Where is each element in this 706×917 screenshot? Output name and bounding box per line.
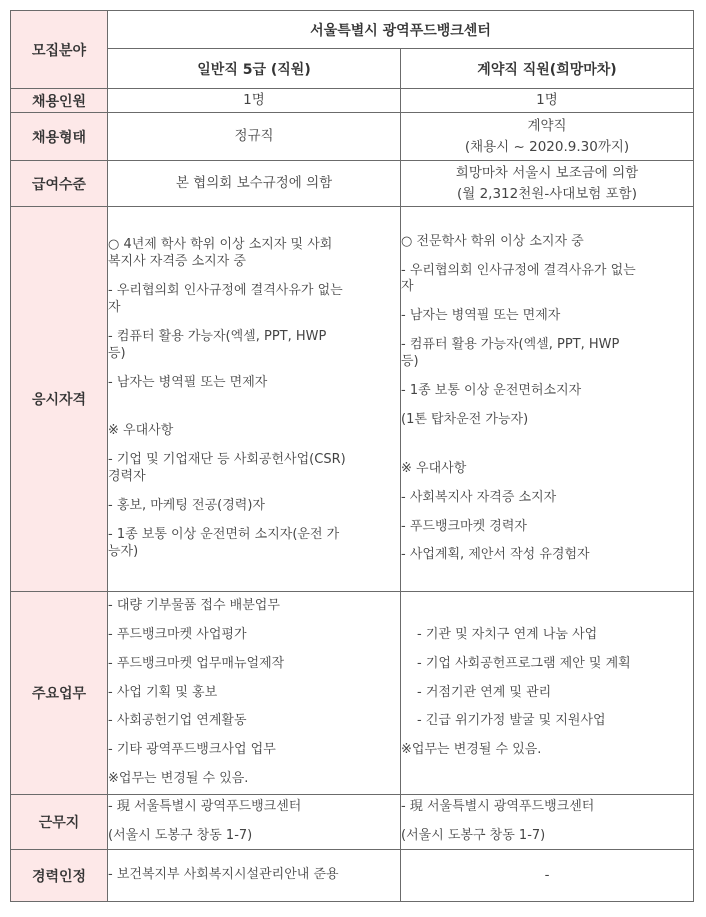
workplace-contract-line2: (서울시 도봉구 창동 1-7) [401,828,546,843]
preference-heading-contract: ※ 우대사항 [401,460,467,476]
spacer [401,441,693,461]
employment-type-label: 채용형태 [11,113,108,161]
qualification-general-item: ○ 4년제 학사 학위 이상 소지자 및 사회 복지사 자격증 소지자 중 [108,237,333,270]
workplace-general-line1: - 現 서울특별시 광역푸드뱅크센터 [108,799,302,815]
headcount-label: 채용인원 [11,89,108,113]
salary-general: 본 협의회 보수규정에 의함 [108,161,401,207]
workplace-general-line2: (서울시 도봉구 창동 1-7) [108,828,253,843]
salary-row [11,161,694,207]
qualification-contract-item: - 남자는 병역필 또는 면제자 [401,308,561,324]
org-name: 서울특별시 광역푸드뱅크센터 [108,11,694,49]
preference-general-item: - 홍보, 마케팅 전공(경력)자 [108,498,265,514]
duty-contract-item: - 거점기관 연계 및 관리 [417,684,552,700]
workplace-row [11,795,694,850]
preference-contract-item: - 푸드뱅크마켓 경력자 [401,518,527,534]
position-contract: 계약직 직원(희망마차) [401,49,694,89]
employment-type-general: 정규직 [108,113,401,161]
duties-label: 주요업무 [11,592,108,795]
qualification-contract-item: (1톤 탑차운전 가능자) [401,411,529,427]
workplace-contract [401,795,694,850]
qualification-row [11,207,694,592]
spacer [108,403,400,423]
duty-general-item: - 기타 광역푸드뱅크사업 업무 [108,742,276,758]
salary-label: 급여수준 [11,161,108,207]
qualification-contract-item: - 1종 보통 이상 운전면허소지자 [401,383,582,398]
qualification-contract-item: ○ 전문학사 학위 이상 소지자 중 [401,233,584,249]
employment-type-contract-line1: 계약직 [527,117,567,134]
career-contract: - [401,850,694,902]
qualification-contract-item: - 우리협의회 인사규정에 결격사유가 없는 자 [401,262,636,295]
position-header-row [11,49,694,89]
duty-contract-item: - 긴급 위기가정 발굴 및 지원사업 [417,713,606,729]
duty-general-item: - 사회공헌기업 연계활동 [108,713,247,729]
duties-contract [401,592,694,795]
employment-type-row [11,113,694,161]
qualification-label: 응시자격 [11,207,108,592]
preference-general-item: - 1종 보통 이상 운전면허 소지자(운전 가 능자) [108,527,340,559]
duty-general-item: - 사업 기획 및 홍보 [108,684,218,700]
duties-row [11,592,694,795]
qualification-general-item: - 우리협의회 인사규정에 결격사유가 없는 자 [108,282,343,315]
recruitment-table [10,10,694,902]
duty-contract-item: - 기관 및 자치구 연계 나눔 사업 [417,626,598,642]
duty-contract-note: ※업무는 변경될 수 있음. [401,742,542,758]
preference-general-item: - 기업 및 기업재단 등 사회공헌사업(CSR) 경력자 [108,452,346,485]
preference-heading-general: ※ 우대사항 [108,423,174,439]
preference-contract-item: - 사회복지사 자격증 소지자 [401,489,557,505]
salary-contract-line1: 희망마차 서울시 보조금에 의함 [455,164,639,181]
duty-contract-item: - 기업 사회공헌프로그램 제안 및 계획 [417,655,631,671]
salary-contract [401,161,694,207]
career-row [11,850,694,902]
workplace-general [108,795,401,850]
employment-type-contract-line2: (채용시 ~ 2020.9.30까지) [464,138,630,155]
duty-general-note: ※업무는 변경될 수 있음. [108,771,249,787]
salary-contract-line2: (월 2,312천원-사대보험 포함) [456,185,637,202]
headcount-row [11,89,694,113]
qualification-contract [401,207,694,592]
headcount-general: 1명 [108,89,401,113]
qualification-contract-item: - 컴퓨터 활용 가능자(엑셀, PPT, HWP 등) [401,337,620,370]
qualification-general-item: - 컴퓨터 활용 가능자(엑셀, PPT, HWP 등) [108,328,327,361]
workplace-label: 근무지 [11,795,108,850]
duty-general-item: - 대량 기부물품 접수 배분업무 [108,597,280,613]
duty-general-item: - 푸드뱅크마켓 사업평가 [108,626,247,642]
headcount-contract: 1명 [401,89,694,113]
career-general: - 보건복지부 사회복지시설관리안내 준용 [108,850,401,902]
field-label: 모집분야 [11,11,108,89]
qualification-general [108,207,401,592]
duty-general-item: - 푸드뱅크마켓 업무매뉴얼제작 [108,655,285,671]
position-general: 일반직 5급 (직원) [108,49,401,89]
workplace-contract-line1: - 現 서울특별시 광역푸드뱅크센터 [401,799,595,815]
preference-contract-item: - 사업계획, 제안서 작성 유경험자 [401,547,590,563]
employment-type-contract [401,113,694,161]
career-label: 경력인정 [11,850,108,902]
header-row [11,11,694,49]
qualification-general-item: - 남자는 병역필 또는 면제자 [108,374,268,390]
duties-general [108,592,401,795]
